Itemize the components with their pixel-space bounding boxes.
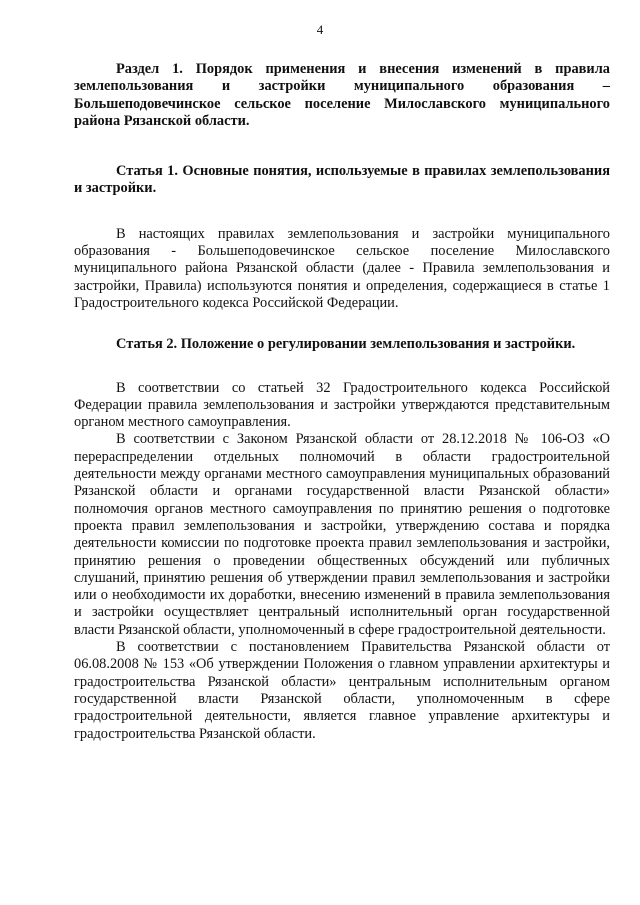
document-body	[74, 61, 610, 743]
article-2-paragraph: В соответствии со статьей 32 Градостроительного кодекса Российской Федерации правила землепользования и застройки утверждаются представительным органом местного самоуправления.	[74, 379, 610, 431]
article-1-title: Статья 1. Основные понятия, используемые в правилах землепользования и застройки.	[74, 163, 610, 197]
article-2-title: Статья 2. Положение о регулировании землепользования и застройки.	[116, 336, 576, 353]
page-number: 4	[316, 22, 324, 37]
article-2-body	[74, 380, 610, 743]
article-2-paragraph: В соответствии с Законом Рязанской области от 28.12.2018 № 106-ОЗ «О перераспределении отдельных полномочий в области градостроительной деятельности между органами местного самоуправления муниципальных образований Рязанской области и органами государственной власти Рязанской области» полномочия органов местного самоуправления по принятию решения о подготовке проекта правил землепользования и застройки, утверждению состава и порядка деятельности комиссии по подготовке проекта правил землепользования и застройки, принятию решения о проведении общественных обсуждений или публичных слушаний, принятию решения об утверждении правил землепользования и застройки или о необходимости их доработки, внесению изменений в правила землепользования и застройки осуществляет центральный исполнительный орган государственной власти Рязанской области, уполномоченный в сфере градостроительной деятельности.	[74, 431, 610, 638]
article-1-body: В настоящих правилах землепользования и застройки муниципального образования - Большеподовечинское сельское поселение Милославского муниципального района Рязанской области (далее - Правила землепользования и застройки, Правила) используются понятия и определения, содержащиеся в статье 1 Градостроительного кодекса Российской Федерации.	[74, 225, 610, 311]
section-title: Раздел 1. Порядок применения и внесения изменений в правила землепользования и застройки муниципального образования – Большеподовечинское сельское поселение Милославского муниципального района Рязанской области.	[74, 61, 610, 129]
article-2-paragraph: В соответствии с постановлением Правительства Рязанской области от 06.08.2008 № 153 «Об утверждении Положения о главном управлении архитектуры и градостроительства Рязанской области» центральным исполнительным органом государственной власти Рязанской области, уполномоченным в сфере градостроительной деятельности, является главное управление архитектуры и градостроительства Рязанской области.	[74, 639, 610, 742]
